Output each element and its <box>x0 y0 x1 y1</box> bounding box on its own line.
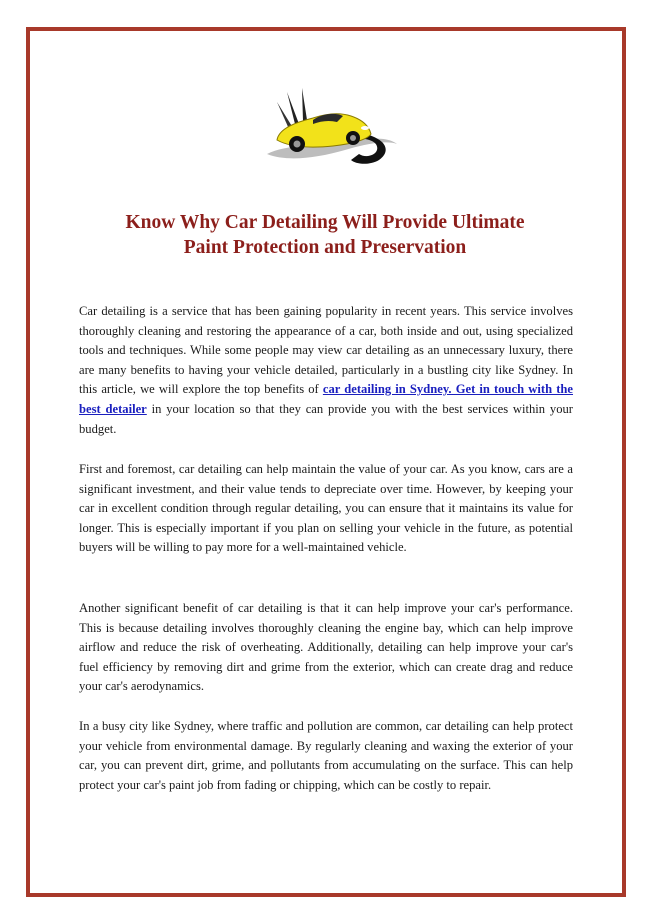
sydney-detailing-link[interactable]: car detailing in Sydney. Get in touch with the best detailer <box>79 382 573 416</box>
paragraph-1-text: Car detailing is a service that has been gaining popularity in recent years. This service involves thoroughly cleaning and restoring the appearance of a car, both inside and out, using specialized tools and techniques. While some people may view car detailing as an unnecessary luxury, there are many benefits to having your vehicle detailed, particularly in a bustling city like Sydney. In this article, we will explore the top benefits of <box>79 304 573 397</box>
car-logo-image <box>247 84 402 174</box>
article-title <box>70 210 580 260</box>
paragraph-1 <box>79 302 573 439</box>
paragraph-4: In a busy city like Sydney, where traffic and pollution are common, car detailing can help protect your vehicle from environmental damage. By regularly cleaning and waxing the exterior of your car, you can prevent dirt, grime, and pollutants from accumulating on the surface. This can help protect your car's paint job from fading or chipping, which can be costly to repair. <box>79 719 573 792</box>
paragraph-1-text-end: in your location so that they can provide you with the best services within your budget. <box>79 401 573 436</box>
paragraph-3: Another significant benefit of car detailing is that it can help improve your car's performance. This is because detailing involves thoroughly cleaning the engine bay, which can help improve airflow and reduce the risk of overheating. Additionally, detailing can help improve your car's fuel efficiency by removing dirt and grime from the exterior, which can create drag and reduce your car's aerodynamics. <box>79 601 573 694</box>
title-line-2: Paint Protection and Preservation <box>183 237 467 258</box>
title-line-1: Know Why Car Detailing Will Provide Ultimate <box>125 212 525 233</box>
paragraph-2: First and foremost, car detailing can help maintain the value of your car. As you know, cars are a significant investment, and their value tends to depreciate over time. However, by keeping your car in excellent condition through regular detailing, you can ensure that it maintains its value for longer. This is especially important if you plan on selling your vehicle in the future, as potential buyers will be willing to pay more for a well-maintained vehicle. <box>79 462 573 555</box>
